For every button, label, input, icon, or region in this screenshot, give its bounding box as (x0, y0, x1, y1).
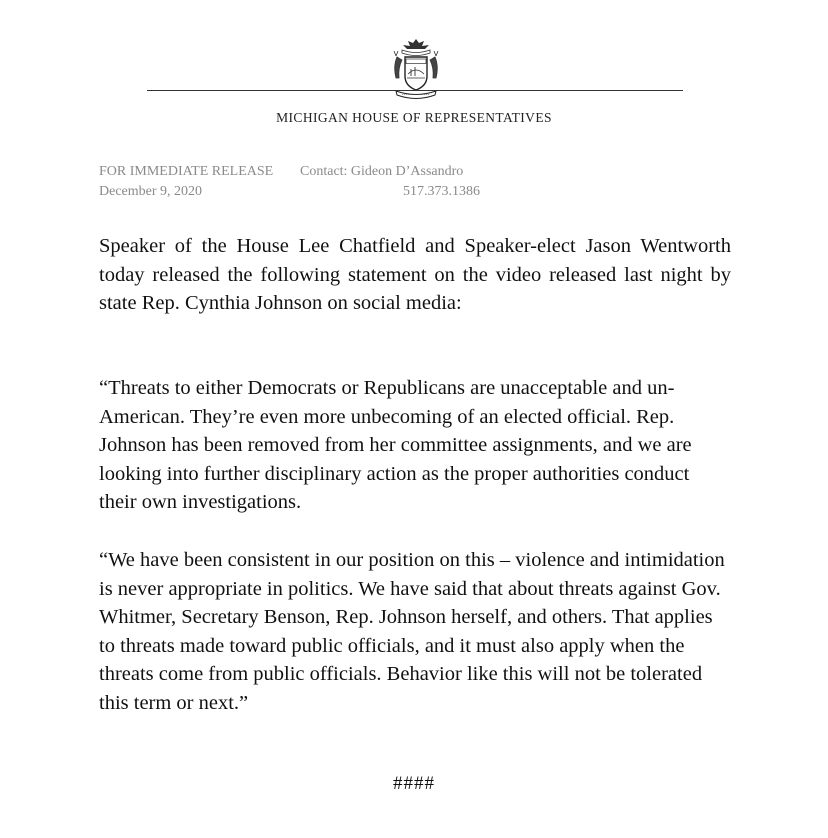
end-mark: #### (393, 773, 435, 794)
quote-paragraph-1: “Threats to either Democrats or Republicans are unacceptable and un-American. They’re even more unbecoming of an elected official. Rep. Johnson has been removed from her committee assignments, and we are looking into further disciplinary action as the proper authorities conduct their own investigations. (99, 377, 692, 513)
michigan-state-seal-icon (388, 36, 444, 102)
intro-paragraph: Speaker of the House Lee Chatfield and Speaker-elect Jason Wentworth today released the following statement on the video released last night by state Rep. Cynthia Johnson on social media: (99, 235, 731, 314)
header-divider (147, 90, 683, 91)
release-row-date (99, 182, 499, 202)
quote-paragraph-2: “We have been consistent in our position on this – violence and intimidation is never appropriate in politics. We have said that about threats against Gov. Whitmer, Secretary Benson, Rep. Johnson herself, and others. That applies to threats made toward public officials, and it must also apply when the threats come from public officials. Behavior like this will not be tolerated this term or next.” (99, 549, 725, 714)
release-info (99, 162, 499, 202)
release-status: FOR IMMEDIATE RELEASE (99, 164, 274, 179)
contact-phone: 517.373.1386 (403, 184, 480, 199)
release-row-status (99, 162, 499, 182)
organization-name: MICHIGAN HOUSE OF REPRESENTATIVES (276, 110, 552, 125)
release-contact: Contact: Gideon D’Assandro (300, 164, 464, 179)
release-date: December 9, 2020 (99, 184, 203, 199)
